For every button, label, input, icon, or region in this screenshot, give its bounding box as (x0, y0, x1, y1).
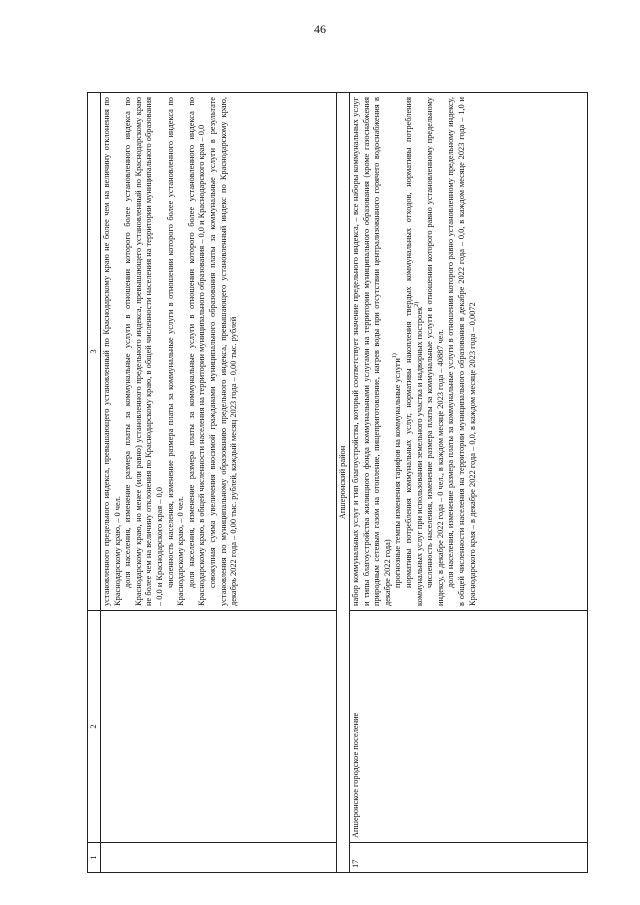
continuation-paragraph: доля населения, изменение размера платы за коммунальные услуги в отношении которого более установленного индекса по Краснодарскому краю, но менее (или равно) установленного предельного индекса, превышающего установленный по Краснодарскому краю не более чем на величину отклонения по Краснодарскому краю, в общей численности населения на территории муниципального образования – 0,0 и Краснодарского края – 0,0 (123, 97, 164, 606)
municipality-name: Апшеронское городское поселение (350, 611, 588, 843)
table-row (350, 93, 588, 873)
row-paragraph-text: прогнозные темпы изменения тарифов на коммунальные услуги (393, 358, 403, 588)
header-row (88, 93, 101, 873)
row-paragraph (404, 97, 425, 606)
continuation-paragraph: доля населения, изменение размера платы за коммунальные услуги в отношении которого более установленного индекса по Краснодарскому краю, в общей численности населения на территории муниципального образования – 0,0 и Краснодарского края – 0,0 (186, 97, 207, 606)
row-paragraph-text: нормативы потребления коммунальных услуг, нормативы накопления твердых коммунальных отходов, нормативы потребления коммунальных услуг при использовании земельного участка и надворных построек (403, 97, 424, 606)
page-number: 46 (314, 22, 326, 36)
district-title: Апшеронский район (337, 93, 350, 873)
header-col-2: 2 (88, 611, 101, 843)
continuation-paragraph: установленного предельного индекса, превышающего установленный по Краснодарскому краю не более чем на величину отклонения по Краснодарскому краю, – 0 чел. (102, 97, 122, 606)
rotated-table-wrapper (87, 93, 588, 873)
row-paragraph: численность населения, изменение размера платы за коммунальные услуги в отношении которого равно установленному предельному индексу, в декабре 2022 года – 0 чел., в каждом месяце 2023 года – 40887 чел. (425, 97, 445, 606)
continuation-num-cell (101, 843, 337, 873)
footnote-mark: 2) (413, 301, 420, 307)
row-paragraph: набор коммунальных услуг и тип благоустройства, который соответствует значение предельного индекса, – все наборы коммунальных услуг и типы благоустройства жилищного фонда коммунальными услугами на территории муниципального образования (кроме газоснабжения природным сетевым газом на отопление, пищеприготовление, нагрев воды при отсутствии централизованного горячего водоснабжения в декабре 2022 года) (351, 97, 392, 606)
header-col-3: 3 (88, 93, 101, 611)
row-text-cell (350, 93, 588, 611)
data-table (87, 92, 588, 873)
continuation-name-cell (101, 611, 337, 843)
continuation-text-cell (101, 93, 337, 611)
row-paragraph (393, 97, 404, 606)
continuation-paragraph: совокупная сумма увеличения вносимой гражданами муниципального образования платы за коммунальные услуги в результате установления по муниципальному образованию предельного индекса, превышающего установленный индекс по Краснодарскому краю, декабрь 2022 года – 0,00 тыс. рублей, каждый месяц 2023 года – 0,00 тыс. рублей (207, 97, 239, 606)
header-col-1: 1 (88, 843, 101, 873)
continuation-row (101, 93, 337, 873)
continuation-paragraph: численность населения, изменение размера платы за коммунальные услуги в отношении которого более установленного индекса по Краснодарскому краю, – 0 чел. (165, 97, 186, 606)
footnote-mark: 1) (392, 353, 399, 359)
row-number: 17 (350, 843, 588, 873)
row-paragraph: доля населения, изменение размера платы за коммунальные услуги в отношении которого равно установленному предельному индексу, в общей численности населения на территории муниципального образования в декабре 2022 года – 0,0, в каждом месяце 2023 года – 1,0 и Краснодарского края – в декабре 2022 года – 0,0, в каждом месяце 2023 года – 0,0072 (446, 97, 477, 606)
district-row (337, 93, 350, 873)
